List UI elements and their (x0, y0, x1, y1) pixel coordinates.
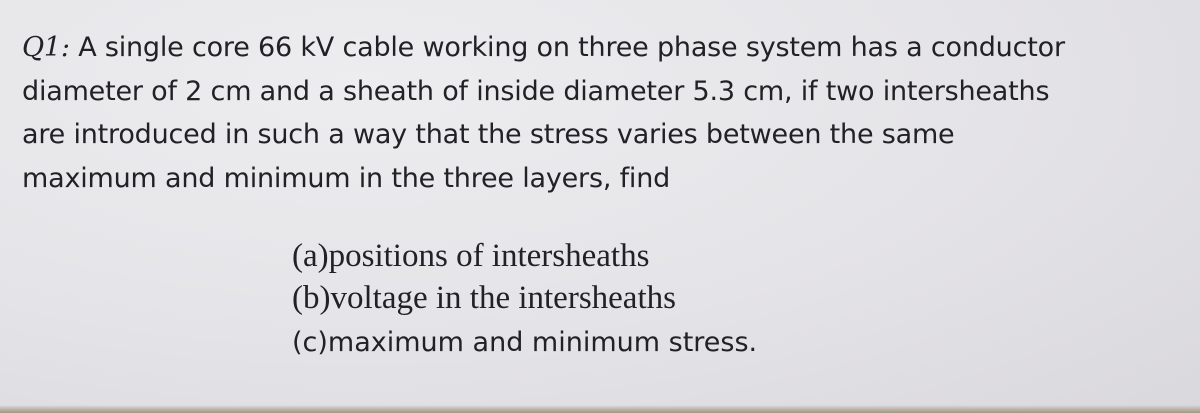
question-line-4: maximum and minimum in the three layers, find (22, 162, 671, 194)
question-line-1 (22, 26, 1182, 70)
part-b: (b)voltage in the intersheaths (292, 280, 676, 316)
question-paragraph (22, 26, 1182, 200)
question-line-3: are introduced in such a way that the stress varies between the same (22, 119, 955, 150)
question-text-1: A single core 66 kV cable working on three phase system has a conductor (69, 32, 1065, 63)
question-line-2: diameter of 2 cm and a sheath of inside diameter 5.3 cm, if two intersheaths (22, 75, 1050, 107)
question-label: Q1: (22, 32, 70, 63)
part-c: (c)maximum and minimum stress. (292, 327, 758, 358)
part-a: (a)positions of intersheaths (292, 238, 650, 274)
desk-edge (0, 405, 1200, 413)
